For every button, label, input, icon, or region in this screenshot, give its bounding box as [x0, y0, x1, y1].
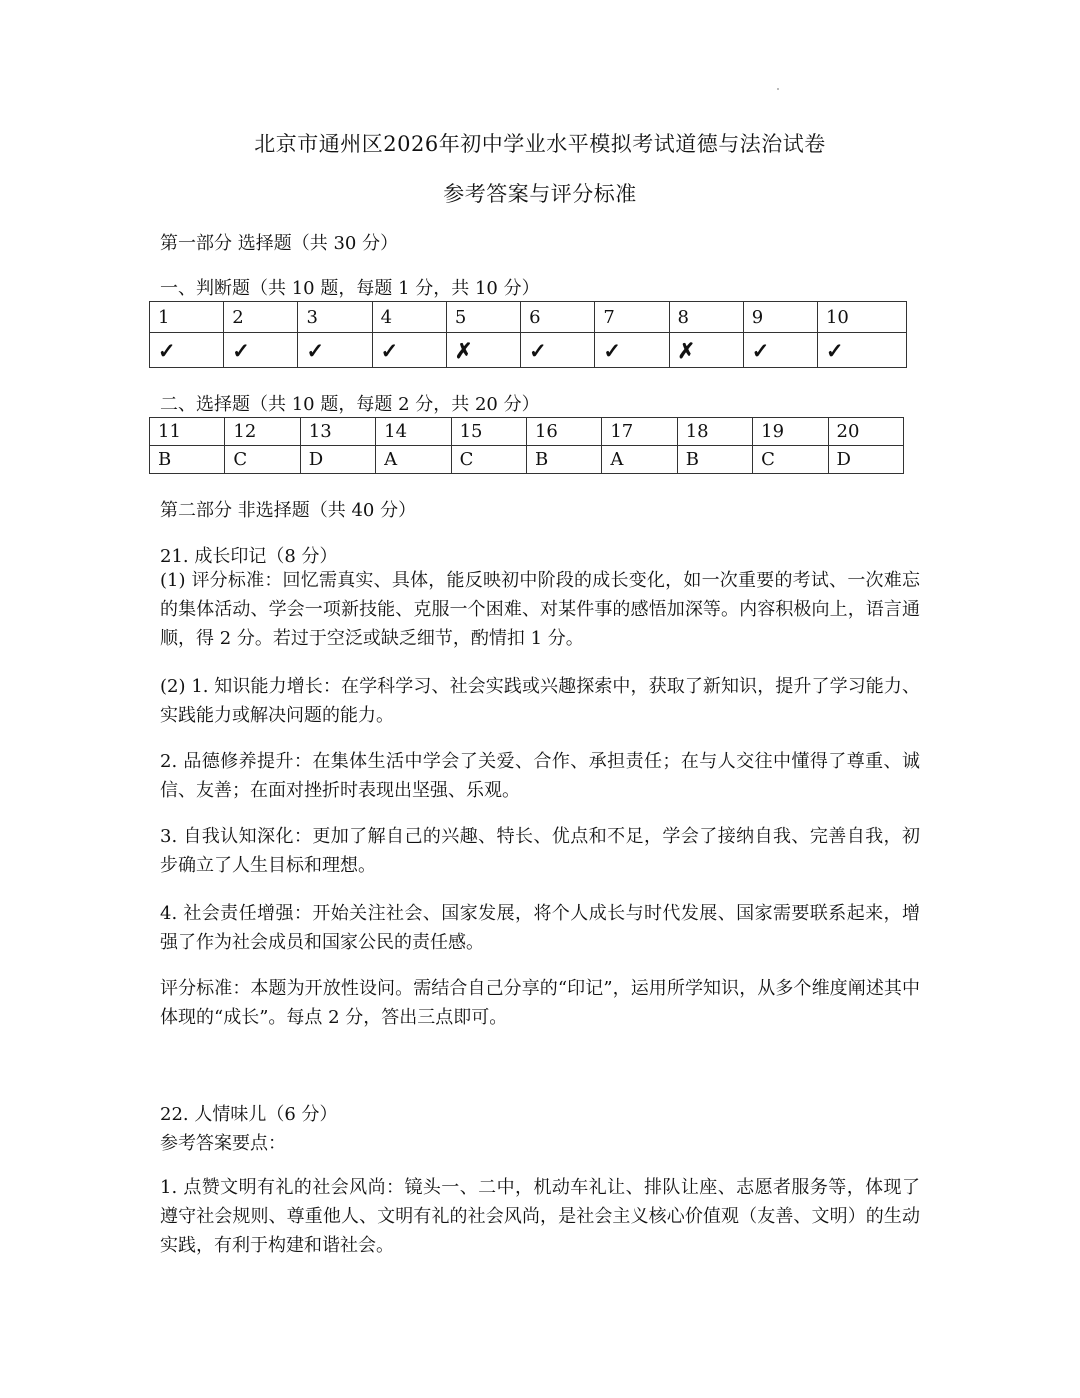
answer-mark-cell: ✗ — [669, 333, 743, 368]
question-number-cell: 20 — [828, 418, 903, 446]
question-number-cell: 14 — [376, 418, 451, 446]
answer-letter-cell: C — [225, 446, 300, 474]
answer-mark-cell: ✓ — [372, 333, 446, 368]
question-number-cell: 12 — [225, 418, 300, 446]
question-number-cell: 4 — [372, 302, 446, 333]
q21-paragraph: 2. 品德修养提升：在集体生活中学会了关爱、合作、承担责任；在与人交往中懂得了尊重、诚信、友善；在面对挫折时表现出坚强、乐观。 — [160, 751, 920, 801]
answer-letter-cell: C — [451, 446, 526, 474]
answer-letter-cell: C — [753, 446, 828, 474]
answer-mark-cell: ✓ — [595, 333, 669, 368]
question-number-cell: 2 — [224, 302, 298, 333]
answer-letter-cell: B — [677, 446, 752, 474]
q21-paragraph: (1) 评分标准：回忆需真实、具体，能反映初中阶段的成长变化，如一次重要的考试、一次难忘的集体活动、学会一项新技能、克服一个困难、对某件事的感悟加深等。内容积极向上，语言通顺，得 2 分。若过于空泛或缺乏细节，酌情扣 1 分。 — [160, 570, 920, 649]
question-number-cell: 7 — [595, 302, 669, 333]
q21-heading: 21. 成长印记（8 分） — [160, 546, 338, 567]
answer-row — [150, 446, 904, 474]
part2-heading: 第二部分 非选择题（共 40 分） — [160, 500, 417, 521]
q22-paragraph: 1. 点赞文明有礼的社会风尚：镜头一、二中，机动车礼让、排队让座、志愿者服务等，体现了遵守社会规则、尊重他人、文明有礼的社会风尚，是社会主义核心价值观（友善、文明）的生动实践，有利于构建和谐社会。 — [160, 1177, 920, 1256]
question-number-cell: 3 — [298, 302, 372, 333]
q22-heading: 22. 人情味儿（6 分） — [160, 1104, 338, 1125]
section1-heading: 一、判断题（共 10 题，每题 1 分，共 10 分） — [160, 278, 540, 299]
question-number-row — [150, 302, 907, 333]
answer-row — [150, 333, 907, 368]
true-false-answer-table — [149, 301, 907, 368]
question-number-cell: 11 — [150, 418, 225, 446]
answer-letter-cell: D — [300, 446, 375, 474]
scan-speck — [777, 88, 779, 90]
question-number-cell: 5 — [446, 302, 520, 333]
question-number-row — [150, 418, 904, 446]
q21-scoring-note: 评分标准：本题为开放性设问。需结合自己分享的“印记”，运用所学知识，从多个维度阐述其中体现的“成长”。每点 2 分，答出三点即可。 — [160, 978, 920, 1028]
q21-paragraph: 3. 自我认知深化：更加了解自己的兴趣、特长、优点和不足，学会了接纳自我、完善自我，初步确立了人生目标和理想。 — [160, 826, 920, 876]
answer-letter-cell: A — [602, 446, 677, 474]
question-number-cell: 13 — [300, 418, 375, 446]
multiple-choice-answer-table — [149, 417, 904, 474]
answer-mark-cell: ✓ — [817, 333, 906, 368]
document-title: 北京市通州区2026年初中学业水平模拟考试道德与法治试卷 — [254, 132, 826, 156]
question-number-cell: 1 — [150, 302, 224, 333]
answer-mark-cell: ✗ — [446, 333, 520, 368]
answer-mark-cell: ✓ — [521, 333, 595, 368]
question-number-cell: 17 — [602, 418, 677, 446]
question-number-cell: 8 — [669, 302, 743, 333]
question-number-cell: 9 — [743, 302, 817, 333]
answer-mark-cell: ✓ — [150, 333, 224, 368]
question-number-cell: 19 — [753, 418, 828, 446]
question-number-cell: 6 — [521, 302, 595, 333]
question-number-cell: 16 — [526, 418, 601, 446]
section2-heading: 二、选择题（共 10 题，每题 2 分，共 20 分） — [160, 394, 540, 415]
answer-mark-cell: ✓ — [298, 333, 372, 368]
part1-heading: 第一部分 选择题（共 30 分） — [160, 233, 399, 254]
answer-letter-cell: A — [376, 446, 451, 474]
question-number-cell: 15 — [451, 418, 526, 446]
question-number-cell: 10 — [817, 302, 906, 333]
question-number-cell: 18 — [677, 418, 752, 446]
answer-letter-cell: D — [828, 446, 903, 474]
q21-paragraph: 4. 社会责任增强：开始关注社会、国家发展，将个人成长与时代发展、国家需要联系起来，增强了作为社会成员和国家公民的责任感。 — [160, 903, 920, 953]
answer-letter-cell: B — [150, 446, 225, 474]
document-subtitle: 参考答案与评分标准 — [443, 182, 637, 206]
q21-paragraph: (2) 1. 知识能力增长：在学科学习、社会实践或兴趣探索中，获取了新知识，提升了学习能力、实践能力或解决问题的能力。 — [160, 676, 920, 726]
answer-mark-cell: ✓ — [224, 333, 298, 368]
answer-letter-cell: B — [526, 446, 601, 474]
answer-mark-cell: ✓ — [743, 333, 817, 368]
q22-intro: 参考答案要点： — [160, 1133, 286, 1154]
